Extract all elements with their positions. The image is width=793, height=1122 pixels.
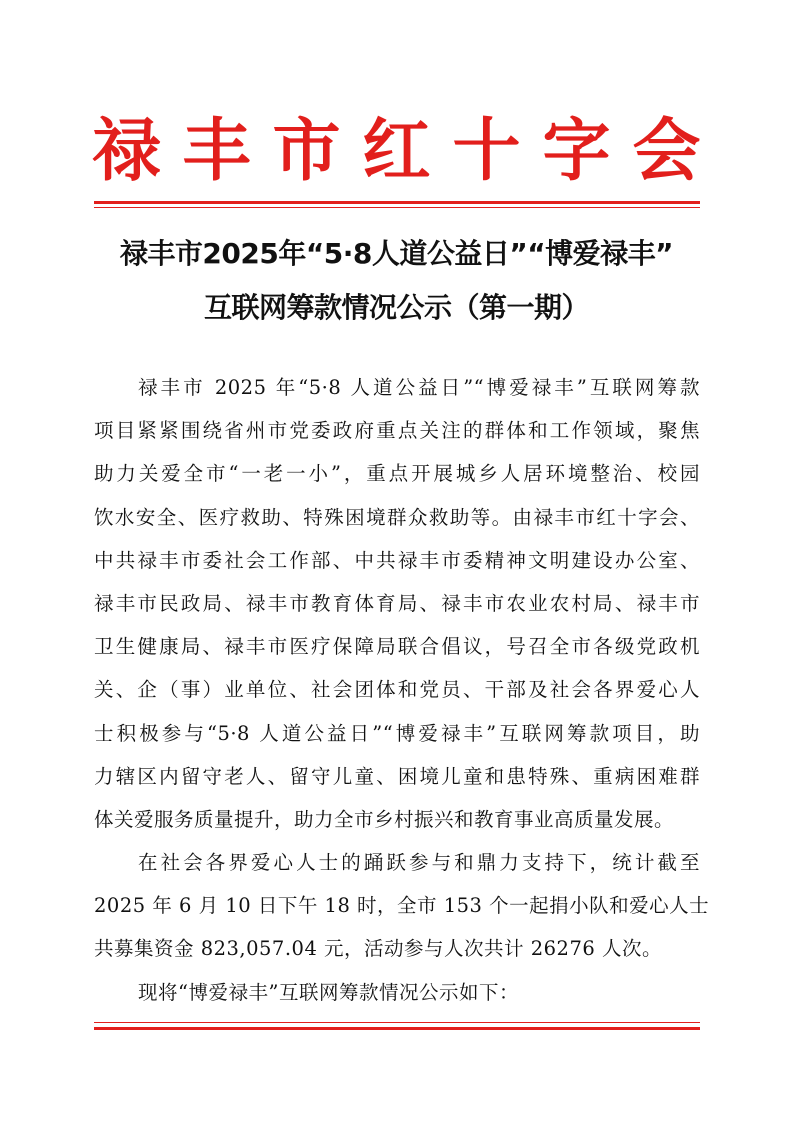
- body-line: 项目紧紧围绕省州市党委政府重点关注的群体和工作领域，聚焦: [94, 419, 700, 443]
- body-line: 关、企（事）业单位、社会团体和党员、干部及社会各界爱心人: [94, 678, 700, 702]
- footer-divider-thin: [94, 1022, 700, 1023]
- body-line: 助力关爱全市“一老一小”，重点开展城乡人居环境整治、校园: [94, 462, 700, 486]
- header-divider-thick: [94, 201, 700, 204]
- body-line: 在社会各界爱心人士的踊跃参与和鼎力支持下，统计截至: [138, 851, 700, 875]
- body-text: [94, 366, 710, 1014]
- body-line: 禄丰市 2025 年“5·8 人道公益日”“博爱禄丰”互联网筹款: [138, 376, 700, 399]
- header-divider-thin: [94, 207, 700, 208]
- body-line: 禄丰市民政局、禄丰市教育体育局、禄丰市农业农村局、禄丰市: [94, 591, 700, 615]
- body-line: 士积极参与“5·8 人道公益日”“博爱禄丰”互联网筹款项目，助: [94, 721, 700, 745]
- body-line: 饮水安全、医疗救助、特殊困境群众救助等。由禄丰市红十字会、: [94, 505, 700, 529]
- body-line: 中共禄丰市委社会工作部、中共禄丰市委精神文明建设办公室、: [94, 548, 700, 572]
- document-title-line-1: 禄丰市2025年“5·8人道公益日”“博爱禄丰”: [119, 237, 674, 270]
- footer-divider-thick: [94, 1027, 700, 1030]
- org-letterhead: 禄丰市红十字会: [92, 111, 723, 191]
- body-line: 卫生健康局、禄丰市医疗保障局联合倡议，号召全市各级党政机: [94, 635, 700, 659]
- body-line: 2025 年 6 月 10 日下午 18 时，全市 153 个一起捐小队和爱心人士: [94, 894, 710, 918]
- body-line: 现将“博爱禄丰”互联网筹款情况公示如下：: [138, 980, 519, 1004]
- body-line: 共募集资金 823,057.04 元，活动参与人次共计 26276 人次。: [94, 937, 662, 961]
- body-line: 体关爱服务质量提升，助力全市乡村振兴和教育事业高质量发展。: [94, 807, 675, 831]
- body-line: 力辖区内留守老人、留守儿童、困境儿童和患特殊、重病困难群: [94, 764, 700, 788]
- document-title-line-2: 互联网筹款情况公示（第一期）: [203, 291, 589, 324]
